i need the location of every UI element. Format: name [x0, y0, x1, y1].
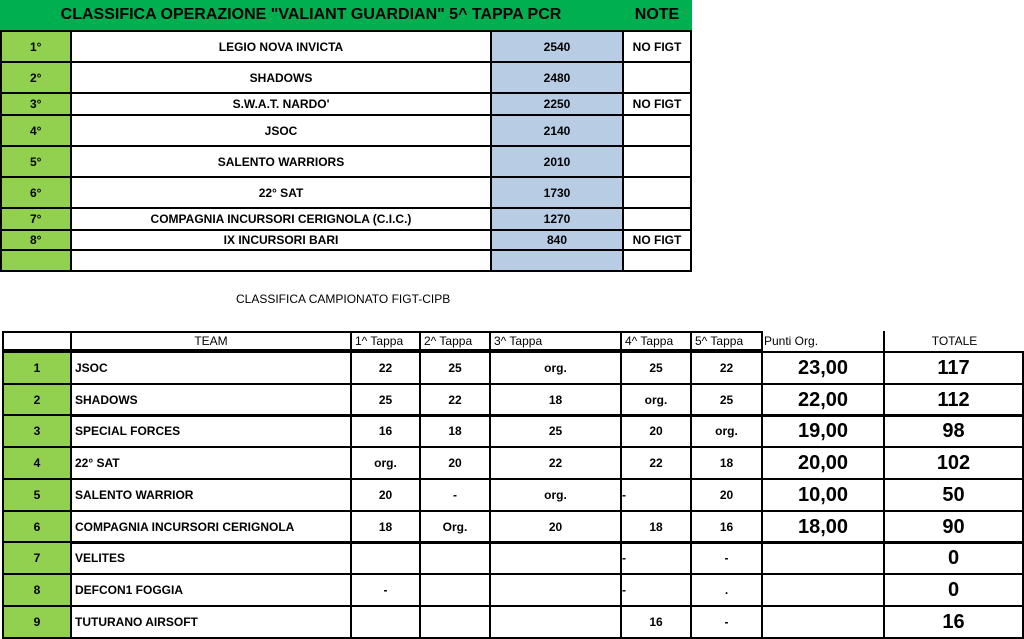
row-stage-4: 20 — [620, 414, 692, 448]
row-total: 0 — [883, 541, 1024, 575]
row-total: 117 — [883, 351, 1024, 385]
row-stage-3 — [489, 605, 622, 639]
row-team-name: TUTURANO AIRSOFT — [70, 605, 352, 639]
row-stage-4: 22 — [620, 446, 692, 480]
row-stage-4: org. — [620, 383, 692, 417]
row-stage-5: . — [690, 573, 763, 607]
top-row-team-name: IX INCURSORI BARI — [70, 229, 492, 251]
row-stage-3: org. — [489, 351, 622, 385]
header-t3: 3^ Tappa — [489, 331, 622, 351]
top-row-note — [622, 207, 692, 231]
row-rank: 2 — [2, 383, 72, 417]
row-stage-3 — [489, 541, 622, 575]
row-stage-4: 25 — [620, 351, 692, 385]
row-stage-1: - — [350, 573, 421, 607]
row-rank: 1 — [2, 351, 72, 385]
top-row-team-name: SALENTO WARRIORS — [70, 145, 492, 178]
row-stage-1: org. — [350, 446, 421, 480]
row-total: 112 — [883, 383, 1024, 417]
row-stage-2 — [419, 605, 491, 639]
top-row-score: 2480 — [490, 61, 624, 94]
top-row-note: NO FIGT — [622, 229, 692, 251]
top-row-team-name: SHADOWS — [70, 61, 492, 94]
top-row-team-name: JSOC — [70, 114, 492, 147]
row-team-name: SALENTO WARRIOR — [70, 478, 352, 512]
top-row-team-name: COMPAGNIA INCURSORI CERIGNOLA (C.I.C.) — [70, 207, 492, 231]
row-stage-2: 18 — [419, 414, 491, 448]
row-org-points — [761, 541, 885, 575]
top-row-score: 2010 — [490, 145, 624, 178]
championship-caption: CLASSIFICA CAMPIONATO FIGT-CIPB — [236, 292, 451, 306]
header-t2: 2^ Tappa — [419, 331, 491, 351]
header-t4: 4^ Tappa — [620, 331, 692, 351]
top-row-score: 2540 — [490, 30, 624, 63]
row-stage-2: 22 — [419, 383, 491, 417]
top-row-score: 840 — [490, 229, 624, 251]
row-stage-4: - — [620, 541, 692, 575]
top-row-note — [622, 249, 692, 272]
row-team-name: SPECIAL FORCES — [70, 414, 352, 448]
row-rank: 6 — [2, 510, 72, 544]
top-row-score: 2140 — [490, 114, 624, 147]
top-row-score: 1270 — [490, 207, 624, 231]
row-stage-1 — [350, 541, 421, 575]
row-stage-4: 16 — [620, 605, 692, 639]
row-org-points: 20,00 — [761, 446, 885, 480]
row-stage-3: 18 — [489, 383, 622, 417]
row-stage-5: - — [690, 541, 763, 575]
header-t5: 5^ Tappa — [690, 331, 763, 351]
row-rank: 4 — [2, 446, 72, 480]
row-stage-5: 25 — [690, 383, 763, 417]
row-rank: 7 — [2, 541, 72, 575]
row-team-name: JSOC — [70, 351, 352, 385]
row-total: 0 — [883, 573, 1024, 607]
top-row-rank: 7° — [0, 207, 72, 231]
row-stage-3: org. — [489, 478, 622, 512]
row-stage-2: - — [419, 478, 491, 512]
top-row-note — [622, 176, 692, 209]
header-org: Punti Org. — [764, 334, 819, 348]
top-row-score: 1730 — [490, 176, 624, 209]
row-stage-5: - — [690, 605, 763, 639]
row-team-name: COMPAGNIA INCURSORI CERIGNOLA — [70, 510, 352, 544]
row-stage-2 — [419, 573, 491, 607]
note-header: NOTE — [622, 0, 692, 30]
row-stage-1: 16 — [350, 414, 421, 448]
row-rank: 5 — [2, 478, 72, 512]
top-row-team-name: LEGIO NOVA INVICTA — [70, 30, 492, 63]
row-stage-4: - — [620, 478, 692, 512]
top-row-team-name: S.W.A.T. NARDO' — [70, 92, 492, 116]
top-row-score — [490, 249, 624, 272]
row-stage-3: 22 — [489, 446, 622, 480]
row-total: 90 — [883, 510, 1024, 544]
row-total: 50 — [883, 478, 1024, 512]
row-rank: 8 — [2, 573, 72, 607]
row-stage-1: 20 — [350, 478, 421, 512]
top-row-note — [622, 145, 692, 178]
row-stage-2 — [419, 541, 491, 575]
top-row-note: NO FIGT — [622, 30, 692, 63]
row-stage-5: 20 — [690, 478, 763, 512]
top-row-note — [622, 61, 692, 94]
row-rank: 3 — [2, 414, 72, 448]
row-org-points: 10,00 — [761, 478, 885, 512]
row-stage-1 — [350, 605, 421, 639]
row-stage-1: 22 — [350, 351, 421, 385]
top-row-rank: 8° — [0, 229, 72, 251]
row-stage-5: org. — [690, 414, 763, 448]
row-stage-4: - — [620, 573, 692, 607]
top-row-rank: 5° — [0, 145, 72, 178]
top-row-rank: 4° — [0, 114, 72, 147]
row-org-points: 22,00 — [761, 383, 885, 417]
row-team-name: VELITES — [70, 541, 352, 575]
top-row-rank: 6° — [0, 176, 72, 209]
row-stage-5: 18 — [690, 446, 763, 480]
top-row-note: NO FIGT — [622, 92, 692, 116]
row-org-points: 23,00 — [761, 351, 885, 385]
row-team-name: SHADOWS — [70, 383, 352, 417]
row-stage-4: 18 — [620, 510, 692, 544]
top-row-score: 2250 — [490, 92, 624, 116]
row-org-points: 19,00 — [761, 414, 885, 448]
row-org-points — [761, 605, 885, 639]
row-total: 98 — [883, 414, 1024, 448]
row-total: 102 — [883, 446, 1024, 480]
row-stage-3 — [489, 573, 622, 607]
header-total: TOTALE — [883, 331, 1024, 351]
row-org-points — [761, 573, 885, 607]
row-org-points: 18,00 — [761, 510, 885, 544]
row-stage-5: 16 — [690, 510, 763, 544]
header-pos — [2, 331, 72, 351]
row-stage-2: 25 — [419, 351, 491, 385]
top-row-team-name — [70, 249, 492, 272]
row-stage-1: 25 — [350, 383, 421, 417]
top-row-rank: 3° — [0, 92, 72, 116]
row-team-name: DEFCON1 FOGGIA — [70, 573, 352, 607]
row-rank: 9 — [2, 605, 72, 639]
top-table-title: CLASSIFICA OPERAZIONE "VALIANT GUARDIAN" 5^ TAPPA PCR — [0, 0, 622, 30]
row-team-name: 22° SAT — [70, 446, 352, 480]
header-t1: 1^ Tappa — [350, 331, 421, 351]
top-row-rank: 2° — [0, 61, 72, 94]
top-row-rank: 1° — [0, 30, 72, 63]
row-stage-3: 25 — [489, 414, 622, 448]
header-team: TEAM — [70, 331, 352, 351]
top-row-rank — [0, 249, 72, 272]
row-total: 16 — [883, 605, 1024, 639]
row-stage-2: 20 — [419, 446, 491, 480]
top-row-note — [622, 114, 692, 147]
top-row-team-name: 22° SAT — [70, 176, 492, 209]
row-stage-5: 22 — [690, 351, 763, 385]
row-stage-1: 18 — [350, 510, 421, 544]
row-stage-2: Org. — [419, 510, 491, 544]
row-stage-3: 20 — [489, 510, 622, 544]
